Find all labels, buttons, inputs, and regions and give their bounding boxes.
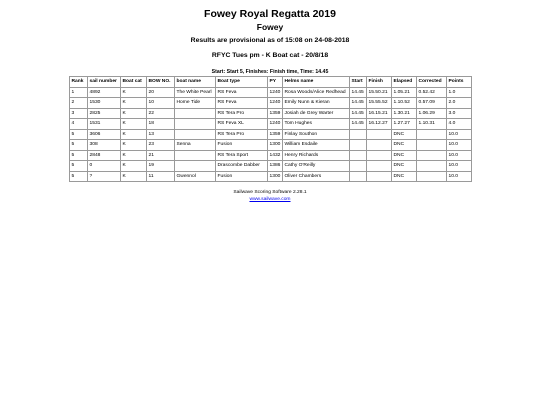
table-cell (175, 108, 216, 119)
table-cell: 0 (88, 161, 121, 172)
table-row (70, 150, 472, 161)
table-cell: 14.45 (350, 119, 367, 130)
table-cell: William Esdaile (283, 140, 350, 151)
table-cell: 4892 (88, 87, 121, 98)
table-cell (350, 161, 367, 172)
table-cell: DNC (392, 129, 417, 140)
table-cell: DNC (392, 140, 417, 151)
table-cell (417, 171, 447, 182)
table-cell: K (121, 108, 147, 119)
table-cell: Tom Hughes (283, 119, 350, 130)
table-cell: 10 (147, 98, 175, 109)
table-cell: 1.10.31 (417, 119, 447, 130)
table-cell: The White Pearl (175, 87, 216, 98)
table-cell: 3.0 (447, 108, 472, 119)
table-cell: K (121, 140, 147, 151)
table-row (70, 108, 472, 119)
table-cell: RS Tera Sport (216, 150, 268, 161)
table-cell (350, 140, 367, 151)
table-cell: 15.50.21 (367, 87, 392, 98)
start-info: Start: Start 5, Finishes: Finish time, Time: 14.45 (211, 69, 329, 75)
table-cell: 5 (70, 150, 88, 161)
table-cell: 2.0 (447, 98, 472, 109)
table-cell: 1386 (268, 161, 283, 172)
table-cell (350, 150, 367, 161)
table-cell: Emily Nunn & Kieran (283, 98, 350, 109)
table-cell: 1359 (268, 129, 283, 140)
table-cell (417, 150, 447, 161)
table-cell: RS Feva (216, 98, 268, 109)
table-cell: 20 (147, 87, 175, 98)
table-cell (367, 150, 392, 161)
column-header: Start (350, 77, 367, 88)
table-cell (367, 171, 392, 182)
table-cell: 0.52.42 (417, 87, 447, 98)
table-cell: 22 (147, 108, 175, 119)
table-cell (175, 150, 216, 161)
table-cell: K (121, 171, 147, 182)
table-cell (350, 171, 367, 182)
column-header: BOW NO. (147, 77, 175, 88)
table-cell: 1240 (268, 98, 283, 109)
table-cell: 14.45 (350, 108, 367, 119)
table-cell: 1300 (268, 171, 283, 182)
table-cell (417, 140, 447, 151)
table-cell: 5 (70, 129, 88, 140)
table-cell: 1300 (268, 140, 283, 151)
table-cell: RS Tera Pro (216, 129, 268, 140)
venue-heading: Fowey (256, 22, 284, 32)
table-cell: 308 (88, 140, 121, 151)
table-cell: Fusion (216, 171, 268, 182)
table-cell (175, 119, 216, 130)
table-cell: 3606 (88, 129, 121, 140)
table-cell: 5 (70, 171, 88, 182)
table-cell: K (121, 119, 147, 130)
table-row (70, 171, 472, 182)
table-cell: RS Tera Pro (216, 108, 268, 119)
table-row (70, 98, 472, 109)
table-cell: 10.0 (447, 161, 472, 172)
column-header: Finish (367, 77, 392, 88)
table-cell (175, 129, 216, 140)
column-header: Corrected (417, 77, 447, 88)
table-cell: 19 (147, 161, 175, 172)
table-cell (367, 161, 392, 172)
table-cell: 5 (70, 161, 88, 172)
table-cell: 13 (147, 129, 175, 140)
regatta-title: Fowey Royal Regatta 2019 (204, 8, 336, 20)
table-cell: 21 (147, 150, 175, 161)
table-cell: 16.15.21 (367, 108, 392, 119)
table-cell: 1432 (268, 150, 283, 161)
column-header: Elapsed (392, 77, 417, 88)
table-cell: K (121, 129, 147, 140)
table-cell: 2 (70, 98, 88, 109)
table-cell: Drascombe Dabber (216, 161, 268, 172)
table-cell: DNC (392, 150, 417, 161)
table-cell: Gwennol (175, 171, 216, 182)
table-row (70, 129, 472, 140)
table-cell: 10.0 (447, 150, 472, 161)
results-table (69, 76, 472, 182)
table-cell: K (121, 150, 147, 161)
table-cell: 5 (70, 140, 88, 151)
sailwave-link[interactable]: www.sailwave.com (249, 196, 291, 202)
table-row (70, 119, 472, 130)
table-cell: 1240 (268, 119, 283, 130)
table-header-row (70, 77, 472, 88)
column-header: Helms name (283, 77, 350, 88)
table-cell: 1.10.52 (392, 98, 417, 109)
table-cell (175, 161, 216, 172)
table-cell: Finlay Southon (283, 129, 350, 140)
table-cell: 1.27.27 (392, 119, 417, 130)
table-cell: K (121, 98, 147, 109)
column-header: PY (268, 77, 283, 88)
table-cell: 15.55.52 (367, 98, 392, 109)
column-header: Rank (70, 77, 88, 88)
table-cell: 16.12.27 (367, 119, 392, 130)
table-cell: Cathy O'Reilly (283, 161, 350, 172)
table-cell (367, 129, 392, 140)
table-cell: Oliver Chambers (283, 171, 350, 182)
table-row (70, 87, 472, 98)
table-cell: Henry Richards (283, 150, 350, 161)
table-cell: ? (88, 171, 121, 182)
table-cell (350, 129, 367, 140)
table-cell: Senna (175, 140, 216, 151)
table-cell: 4.0 (447, 119, 472, 130)
table-cell: RS Feva XL (216, 119, 268, 130)
table-cell: 4 (70, 119, 88, 130)
column-header: Points (447, 77, 472, 88)
table-cell: 1.0 (447, 87, 472, 98)
table-cell: K (121, 161, 147, 172)
table-cell: 10.0 (447, 140, 472, 151)
table-cell (417, 129, 447, 140)
table-row (70, 140, 472, 151)
table-cell: 1 (70, 87, 88, 98)
table-cell: 1530 (88, 98, 121, 109)
software-credit: Sailwave Scoring Software 2.28.1 (233, 190, 307, 195)
column-header: sail number (88, 77, 121, 88)
table-cell: Rosa Woods/Alice Redhead (283, 87, 350, 98)
footer (0, 190, 540, 203)
table-cell: DNC (392, 171, 417, 182)
table-cell: Josiah de Grey Warter (283, 108, 350, 119)
table-cell: Home Tide (175, 98, 216, 109)
table-cell: 14.45 (350, 98, 367, 109)
column-header: Boat type (216, 77, 268, 88)
table-cell: 10.0 (447, 171, 472, 182)
table-cell: 1.06.29 (417, 108, 447, 119)
column-header: boat name (175, 77, 216, 88)
provisional-notice: Results are provisional as of 15:08 on 24-08-2018 (190, 37, 350, 44)
table-cell: 1359 (268, 108, 283, 119)
table-cell: Fusion (216, 140, 268, 151)
table-row (70, 161, 472, 172)
series-title: RFYC Tues pm - K Boat cat - 20/8/18 (211, 52, 329, 59)
table-cell: 1531 (88, 119, 121, 130)
table-cell (367, 140, 392, 151)
table-cell: 2848 (88, 150, 121, 161)
table-cell: 18 (147, 119, 175, 130)
table-cell: 11 (147, 171, 175, 182)
table-cell: 1.05.21 (392, 87, 417, 98)
table-cell (417, 161, 447, 172)
table-cell: DNC (392, 161, 417, 172)
column-header: Boat cat (121, 77, 147, 88)
table-cell: 23 (147, 140, 175, 151)
table-cell: K (121, 87, 147, 98)
table-cell: 1240 (268, 87, 283, 98)
table-cell: 14.45 (350, 87, 367, 98)
table-cell: 0.57.09 (417, 98, 447, 109)
table-cell: 3 (70, 108, 88, 119)
table-cell: 1.30.21 (392, 108, 417, 119)
table-cell: RS Feva (216, 87, 268, 98)
table-cell: 10.0 (447, 129, 472, 140)
table-cell: 2825 (88, 108, 121, 119)
